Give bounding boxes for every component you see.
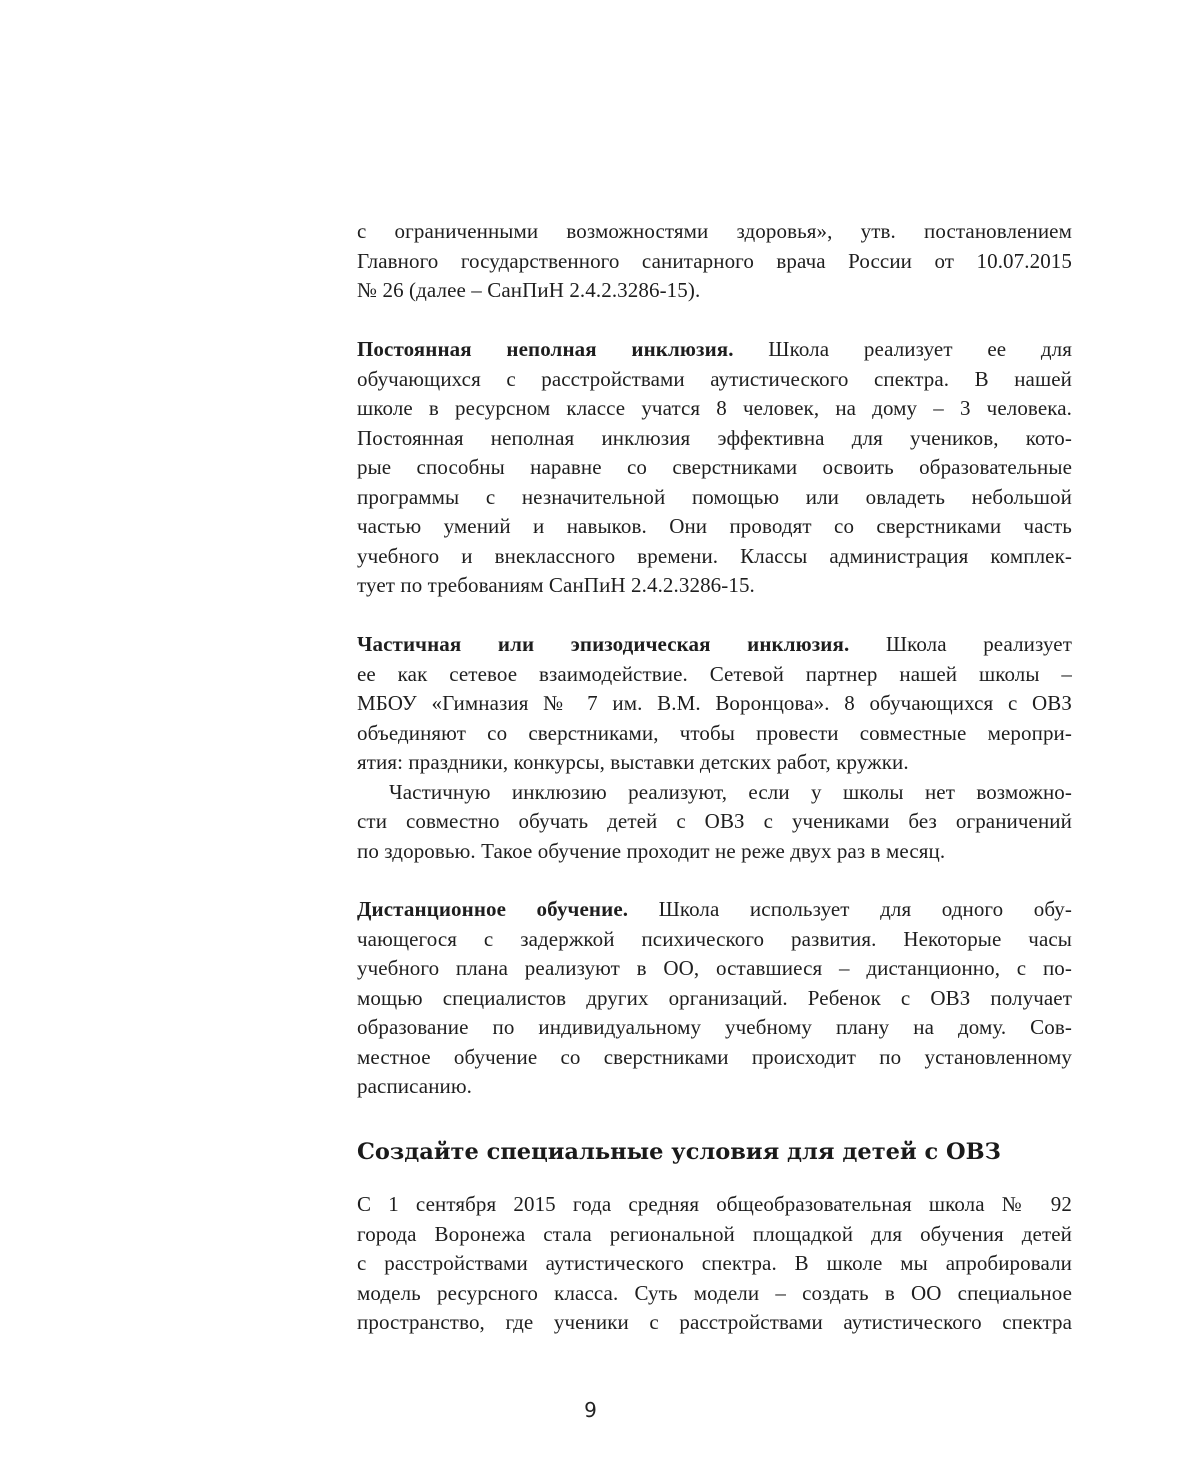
text-line: пространство, где ученики с расстройствами аутистического спектра — [357, 1310, 1072, 1334]
text-line: Частичную инклюзию реализуют, если у школы нет возможно- — [389, 779, 1072, 804]
section-lead: Частичная или эпизодическая инклюзия. — [357, 632, 850, 656]
text-line: Главного государственного санитарного врача России от 10.07.2015 — [357, 248, 1072, 273]
text-line: сти совместно обучать детей с ОВЗ с учениками без ограничений — [357, 809, 1072, 833]
text-line: с ограниченными возможностями здоровья», утв. постановлением — [357, 219, 1072, 243]
text-line: Постоянная неполная инклюзия эффективна для учеников, кото- — [357, 425, 1072, 450]
section-partial-episodic-inclusion — [357, 630, 1072, 866]
final-paragraph — [357, 1190, 1072, 1338]
text-line: рые способны наравне со сверстниками освоить образовательные — [357, 455, 1072, 479]
text-line — [357, 630, 1072, 660]
section-heading: Создайте специальные условия для детей с ОВЗ — [357, 1139, 1001, 1165]
text-line: учебного плана реализуют в ОО, оставшиеся – дистанционно, с по- — [357, 956, 1072, 980]
page-number: 9 — [584, 1398, 597, 1422]
text-line: города Воронежа стала региональной площадкой для обучения детей — [357, 1221, 1072, 1246]
text-line: объединяют со сверстниками, чтобы провести совместные меропри- — [357, 720, 1072, 745]
text-line: тует по требованиям СанПиН 2.4.2.3286-15. — [357, 573, 755, 597]
text-fragment: Школа реализует ее для — [733, 337, 1072, 361]
text-line: с расстройствами аутистического спектра. В школе мы апробировали — [357, 1251, 1072, 1275]
text-line: расписанию. — [357, 1074, 473, 1098]
text-line: МБОУ «Гимназия № 7 им. В.М. Воронцова». 8 обучающихся с ОВЗ — [357, 691, 1072, 715]
continuation-paragraph — [357, 217, 1072, 306]
section-lead: Дистанционное обучение. — [357, 897, 629, 921]
text-line: мощью специалистов других организаций. Ребенок с ОВЗ получает — [357, 985, 1072, 1010]
text-line: образование по индивидуальному учебному плану на дому. Сов- — [357, 1015, 1072, 1039]
section-permanent-partial-inclusion — [357, 335, 1072, 601]
text-line: ятия: праздники, конкурсы, выставки детских работ, кружки. — [357, 750, 909, 774]
text-line: обучающихся с расстройствами аутистического спектра. В нашей — [357, 366, 1072, 391]
section-lead: Постоянная неполная инклюзия. — [357, 337, 734, 361]
text-line: школе в ресурсном классе учатся 8 человек, на дому – 3 человека. — [357, 396, 1072, 420]
text-line: местное обучение со сверстниками происходит по установленному — [357, 1044, 1072, 1069]
text-line: № 26 (далее – СанПиН 2.4.2.3286-15). — [357, 278, 701, 302]
text-line: по здоровью. Такое обучение проходит не реже двух раз в месяц. — [357, 838, 946, 863]
section-distance-learning — [357, 895, 1072, 1102]
text-line: ее как сетевое взаимодействие. Сетевой партнер нашей школы – — [357, 661, 1072, 686]
text-line — [357, 895, 1072, 925]
text-line: учебного и внеклассного времени. Классы администрация комплек- — [357, 543, 1072, 568]
text-line: программы с незначительной помощью или овладеть небольшой — [357, 484, 1072, 509]
text-line: частью умений и навыков. Они проводят со сверстниками часть — [357, 514, 1072, 538]
text-line — [357, 335, 1072, 365]
text-fragment: Школа реализует — [849, 632, 1072, 656]
text-line: чающегося с задержкой психического развития. Некоторые часы — [357, 926, 1072, 951]
text-fragment: Школа использует для одного обу- — [628, 897, 1072, 921]
text-line: С 1 сентября 2015 года средняя общеобразовательная школа № 92 — [357, 1192, 1072, 1216]
text-line: модель ресурсного класса. Суть модели – создать в ОО специальное — [357, 1280, 1072, 1305]
